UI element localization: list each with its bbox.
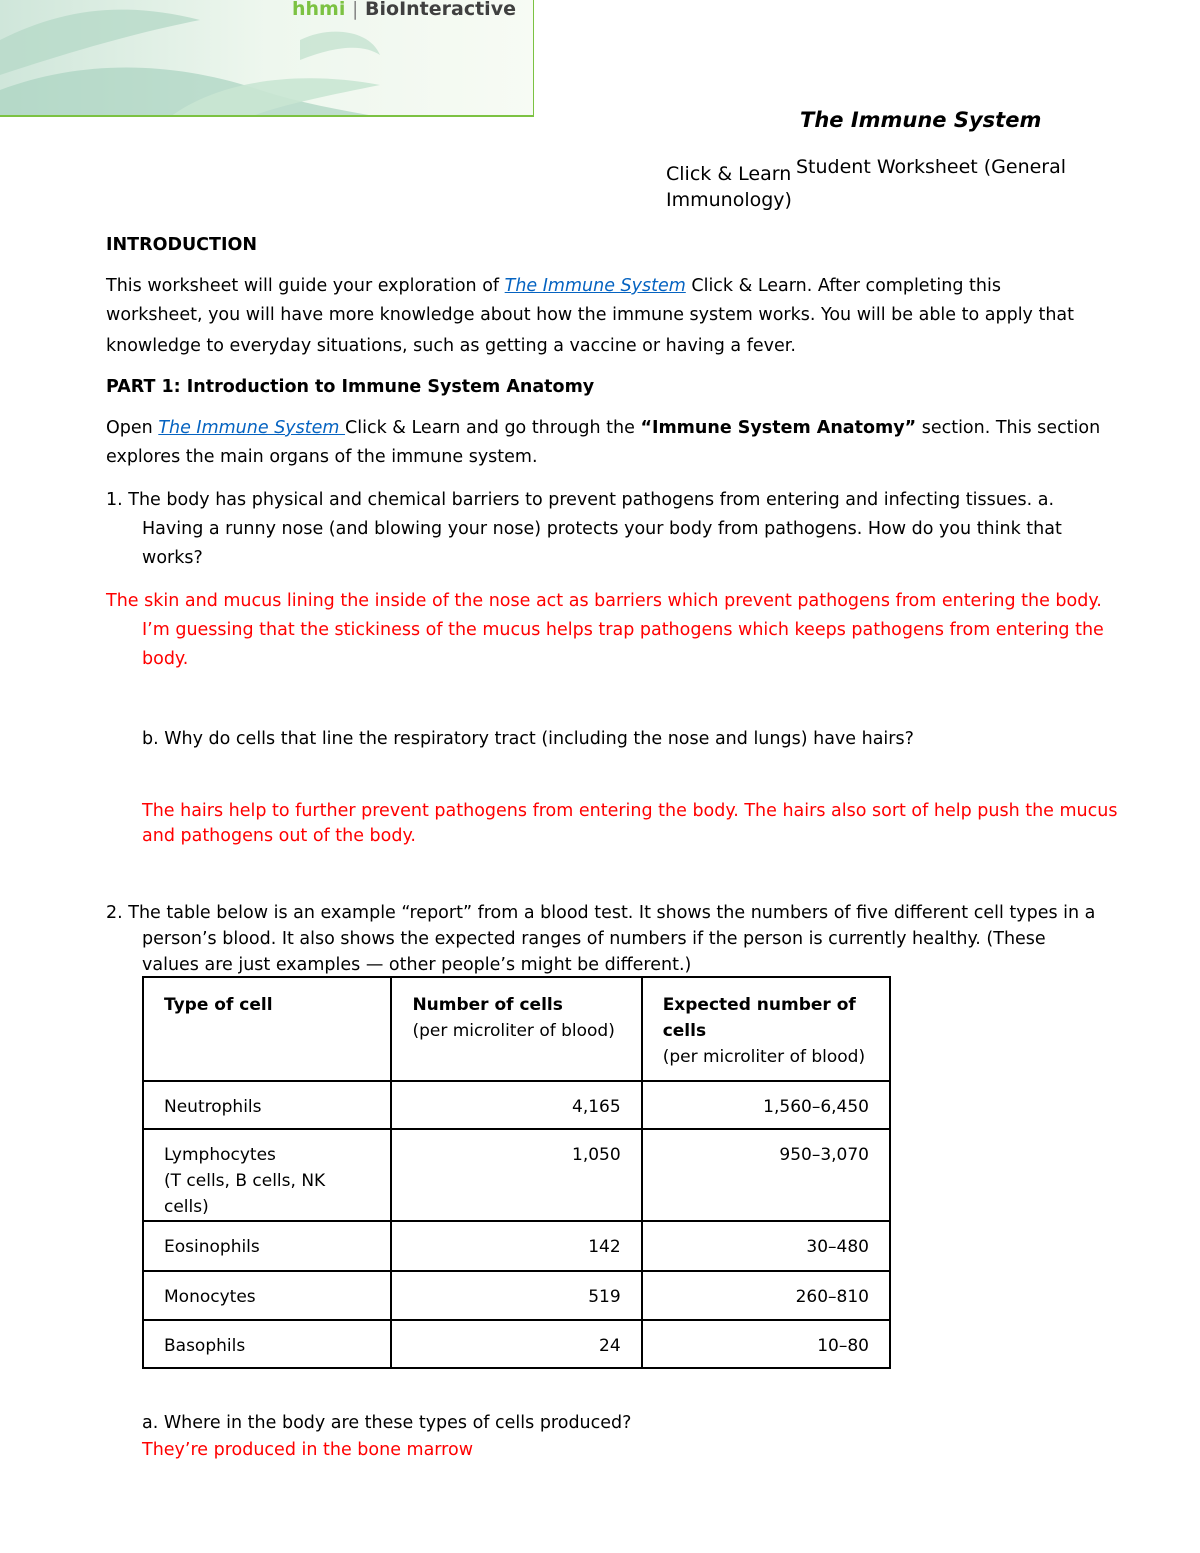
cell-type: Monocytes (143, 1271, 391, 1320)
subtitle-worksheet: Student Worksheet (General (796, 156, 1067, 178)
q1-number: 1. (106, 490, 123, 510)
cell-type-main: Lymphocytes (164, 1145, 276, 1165)
header-type-of-cell (143, 977, 391, 1081)
header-number-unit: (per microliter of blood) (412, 1021, 615, 1041)
intro-text-rest: Click & Learn. After completing this (685, 276, 1001, 296)
q2-text: The table below is an example “report” from a blood test. It shows the numbers of five different cell types in a (122, 903, 1096, 923)
cell-count: 142 (391, 1221, 641, 1271)
intro-heading: INTRODUCTION (106, 235, 257, 255)
cell-range: 950–3,070 (642, 1129, 890, 1221)
part1-heading: PART 1: Introduction to Immune System Anatomy (106, 377, 595, 397)
document-title: The Immune System (800, 108, 1042, 132)
header-number-label: Number of cells (412, 995, 563, 1015)
cell-range: 10–80 (642, 1320, 890, 1368)
open-text-b: Click & Learn and go through the (345, 418, 641, 438)
q1b-label: b. (142, 729, 159, 749)
part1-instructions-line2: explores the main organs of the immune system. (106, 447, 538, 467)
cell-type: Eosinophils (143, 1221, 391, 1271)
part1-instructions-line1 (106, 414, 1100, 443)
cell-range: 260–810 (642, 1271, 890, 1320)
table-row (143, 1129, 890, 1221)
q2a-text: Where in the body are these types of cells produced? (158, 1413, 632, 1433)
cell-range: 30–480 (642, 1221, 890, 1271)
q1b-answer-line2: and pathogens out of the body. (142, 826, 416, 846)
header-banner (0, 0, 534, 117)
hhmi-logo: hhmi (292, 0, 346, 20)
table-row (143, 1081, 890, 1129)
cell-count: 4,165 (391, 1081, 641, 1129)
cell-range: 1,560–6,450 (642, 1081, 890, 1129)
logo-divider: | (352, 0, 359, 20)
open-text-c: section. This section (916, 418, 1101, 438)
intro-paragraph-line3: knowledge to everyday situations, such as getting a vaccine or having a fever. (106, 336, 796, 356)
header-type-label: Type of cell (164, 995, 273, 1015)
q2a-label: a. (142, 1413, 159, 1433)
cell-type: Basophils (143, 1320, 391, 1368)
header-expected-unit: (per microliter of blood) (662, 1047, 866, 1067)
q1b-question (142, 725, 914, 754)
table-header-row (143, 977, 890, 1081)
table-row (143, 1221, 890, 1271)
cell-count: 1,050 (391, 1129, 641, 1221)
q1-line3: works? (142, 548, 203, 568)
table-row (143, 1320, 890, 1368)
subtitle-click-learn: Click & Learn (666, 163, 792, 185)
q2a-question (142, 1409, 631, 1438)
q1a-answer-line2: I’m guessing that the stickiness of the mucus helps trap pathogens which keeps pathogens from entering the (142, 620, 1104, 640)
cell-type (143, 1129, 391, 1221)
intro-paragraph-line1 (106, 272, 1001, 301)
cell-count: 24 (391, 1320, 641, 1368)
q1-line1 (106, 486, 1054, 515)
q1b-answer-line1: The hairs help to further prevent pathogens from entering the body. The hairs also sort of help push the mucus (142, 801, 1118, 821)
q1b-text: Why do cells that line the respiratory tract (including the nose and lungs) have hairs? (158, 729, 914, 749)
biointeractive-logo: BioInteractive (365, 0, 516, 20)
cell-type-sub: (T cells, B cells, NK cells) (164, 1171, 326, 1217)
header-number-of-cells (391, 977, 641, 1081)
subtitle-immunology: Immunology) (666, 189, 792, 211)
q1a-answer-line3: body. (142, 649, 189, 669)
table-row (143, 1271, 890, 1320)
q1-text: The body has physical and chemical barriers to prevent pathogens from entering and infecting tissues. a. (122, 490, 1055, 510)
open-text: Open (106, 418, 159, 438)
immune-system-link-2[interactable]: The Immune System (158, 418, 346, 438)
q1a-answer-line1: The skin and mucus lining the inside of the nose act as barriers which prevent pathogens from entering the body. (106, 591, 1102, 611)
q2a-answer: They’re produced in the bone marrow (142, 1440, 474, 1460)
immune-system-link[interactable]: The Immune System (504, 276, 686, 296)
q1-line2: Having a runny nose (and blowing your nose) protects your body from pathogens. How do you think that (142, 519, 1062, 539)
header-expected-label: Expected number of cells (662, 995, 856, 1041)
q2-line1 (106, 899, 1095, 928)
q2-number: 2. (106, 903, 123, 923)
cell-count: 519 (391, 1271, 641, 1320)
q2-line3: values are just examples — other people’s might be different.) (142, 955, 692, 975)
cell-type: Neutrophils (143, 1081, 391, 1129)
header-expected-number (642, 977, 890, 1081)
intro-paragraph-line2: worksheet, you will have more knowledge about how the immune system works. You will be able to apply that (106, 305, 1075, 325)
intro-text: This worksheet will guide your exploration of (106, 276, 500, 296)
q2-line2: person’s blood. It also shows the expected ranges of numbers if the person is currently healthy. (These (142, 929, 1046, 949)
blood-test-table (142, 976, 891, 1369)
anatomy-section-name: “Immune System Anatomy” (640, 418, 917, 438)
